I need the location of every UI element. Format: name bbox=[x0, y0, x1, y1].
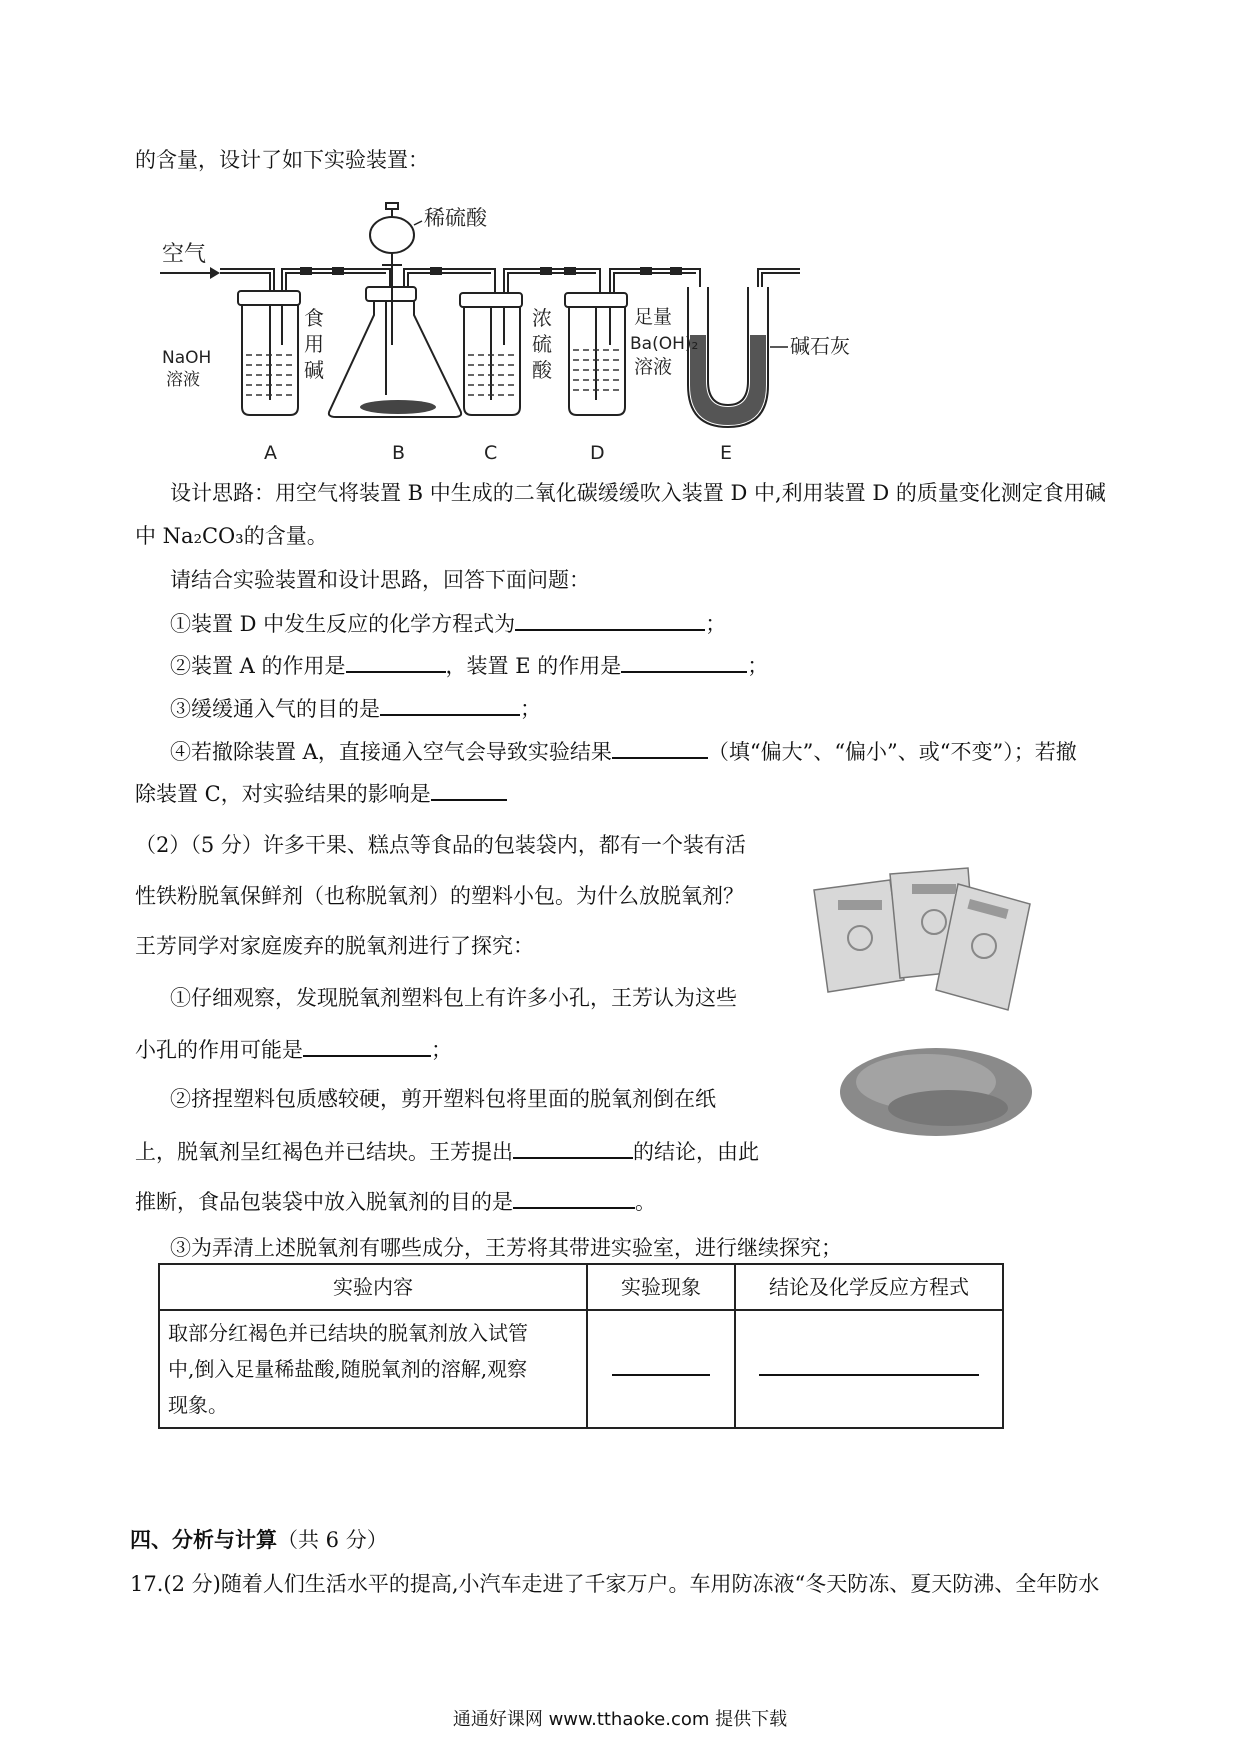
answer-blank[interactable] bbox=[380, 692, 520, 716]
table-header-row bbox=[159, 1264, 1003, 1310]
answer-blank[interactable] bbox=[303, 1033, 431, 1057]
answer-blank[interactable] bbox=[612, 735, 708, 759]
food-label-1: 食 bbox=[304, 306, 324, 330]
q2-line-6: ②挤捏塑料包质感较硬，剪开塑料包将里面的脱氧剂倒在纸 bbox=[170, 1087, 716, 1111]
ba-label-2: Ba(OH)₂ bbox=[630, 334, 699, 354]
conc-label-2: 硫 bbox=[532, 332, 552, 356]
device-letter-a: A bbox=[264, 442, 277, 464]
section-4-score: （共 6 分） bbox=[277, 1528, 388, 1552]
content-line-3: 现象。 bbox=[168, 1393, 228, 1417]
q1d-text-1: ④若撤除装置 A，直接通入空气会导致实验结果 bbox=[170, 740, 612, 764]
answer-blank[interactable] bbox=[431, 777, 507, 801]
device-letter-c: C bbox=[484, 442, 498, 464]
question-1b bbox=[170, 649, 768, 681]
device-letter-d: D bbox=[590, 442, 605, 464]
q1d-text-3: 除装置 C，对实验结果的影响是 bbox=[135, 782, 431, 806]
intro-text: 的含量，设计了如下实验装置： bbox=[135, 148, 429, 172]
q2-line-2: 性铁粉脱氧保鲜剂（也称脱氧剂）的塑料小包。为什么放脱氧剂？ bbox=[135, 884, 744, 908]
ba-label-3: 溶液 bbox=[634, 356, 673, 378]
q2-l7-text-2: 的结论，由此 bbox=[633, 1140, 759, 1164]
header-phenomenon: 实验现象 bbox=[587, 1264, 735, 1310]
content-line-2: 中,倒入足量稀盐酸,随脱氧剂的溶解,观察 bbox=[168, 1357, 528, 1381]
q1b-end: ； bbox=[747, 654, 769, 678]
phenomenon-cell[interactable] bbox=[587, 1310, 735, 1428]
ba-label-1: 足量 bbox=[634, 306, 673, 328]
naoh-label-2: 溶液 bbox=[166, 370, 200, 390]
header-content: 实验内容 bbox=[159, 1264, 587, 1310]
naoh-label-1: NaOH bbox=[162, 348, 212, 368]
header-conclusion: 结论及化学反应方程式 bbox=[735, 1264, 1003, 1310]
question-1d-cont bbox=[135, 777, 507, 809]
experiment-table bbox=[158, 1263, 1004, 1429]
answer-blank[interactable] bbox=[621, 649, 747, 673]
air-label: 空气 bbox=[162, 242, 207, 267]
question-1c bbox=[170, 692, 541, 724]
q2-line-5 bbox=[135, 1033, 452, 1065]
question-1a bbox=[170, 607, 726, 639]
soda-lime-label: 碱石灰 bbox=[790, 334, 850, 358]
question-1d bbox=[170, 735, 1077, 767]
q1a-end: ； bbox=[705, 612, 727, 636]
food-label-2: 用 bbox=[304, 332, 324, 356]
q1d-text-2: （填“偏大”、“偏小”、或“不变”）；若撤 bbox=[707, 740, 1077, 764]
acid-label: 稀硫酸 bbox=[424, 206, 487, 230]
q2-line-3: 王芳同学对家庭废弃的脱氧剂进行了探究： bbox=[135, 934, 534, 958]
q1b-text-2: ，装置 E 的作用是 bbox=[445, 654, 622, 678]
q1c-end: ； bbox=[520, 697, 541, 721]
q1a-text: ①装置 D 中发生反应的化学方程式为 bbox=[170, 612, 516, 636]
q2-l8-end: 。 bbox=[635, 1190, 656, 1214]
answer-blank[interactable] bbox=[759, 1352, 979, 1376]
q2-l5-end: ； bbox=[431, 1038, 452, 1062]
device-letter-b: B bbox=[392, 442, 406, 464]
q2-l7-text-1: 上，脱氧剂呈红褐色并已结块。王芳提出 bbox=[135, 1140, 513, 1164]
q2-line-9: ③为弄清上述脱氧剂有哪些成分，王芳将其带进实验室，进行继续探究； bbox=[170, 1236, 842, 1260]
answer-blank[interactable] bbox=[612, 1352, 710, 1376]
conc-label-3: 酸 bbox=[532, 358, 552, 382]
answer-blank[interactable] bbox=[515, 607, 705, 631]
q1b-text-1: ②装置 A 的作用是 bbox=[170, 654, 346, 678]
prompt-text: 请结合实验装置和设计思路，回答下面问题： bbox=[170, 568, 590, 592]
device-letter-e: E bbox=[720, 442, 733, 464]
conclusion-cell[interactable] bbox=[735, 1310, 1003, 1428]
q2-line-7 bbox=[135, 1135, 759, 1167]
answer-blank[interactable] bbox=[513, 1135, 633, 1159]
answer-blank[interactable] bbox=[513, 1185, 635, 1209]
content-line-1: 取部分红褐色并已结块的脱氧剂放入试管 bbox=[168, 1321, 528, 1345]
table-row bbox=[159, 1310, 1003, 1428]
question-17: 17.(2 分)随着人们生活水平的提高,小汽车走进了千家万户。车用防冻液“冬天防冻、夏天防沸、全年防水 bbox=[130, 1572, 1100, 1596]
q1c-text: ③缓缓通入气的目的是 bbox=[170, 697, 380, 721]
design-line-1: 设计思路：用空气将装置 B 中生成的二氧化碳缓缓吹入装置 D 中,利用装置 D 的质量变化测定食用碱 bbox=[170, 481, 1106, 505]
page-footer: 通通好课网 www.tthaoke.com 提供下载 bbox=[452, 1709, 788, 1730]
answer-blank[interactable] bbox=[346, 649, 446, 673]
q2-line-1: （2）（5 分）许多干果、糕点等食品的包装袋内，都有一个装有活 bbox=[135, 833, 746, 857]
section-4-title: 四、分析与计算 bbox=[130, 1527, 277, 1552]
deoxidizer-packets-image bbox=[808, 860, 1038, 1160]
content-cell bbox=[159, 1310, 587, 1428]
section-4-heading bbox=[130, 1525, 388, 1555]
q2-l8-text: 推断，食品包装袋中放入脱氧剂的目的是 bbox=[135, 1190, 513, 1214]
q2-l5-text: 小孔的作用可能是 bbox=[135, 1038, 303, 1062]
food-label-3: 碱 bbox=[304, 358, 324, 382]
design-line-2: 中 Na₂CO₃的含量。 bbox=[135, 524, 328, 548]
q2-line-4: ①仔细观察，发现脱氧剂塑料包上有许多小孔，王芳认为这些 bbox=[170, 986, 737, 1010]
apparatus-figure bbox=[160, 195, 960, 475]
conc-label-1: 浓 bbox=[532, 306, 552, 330]
q2-line-8 bbox=[135, 1185, 656, 1217]
